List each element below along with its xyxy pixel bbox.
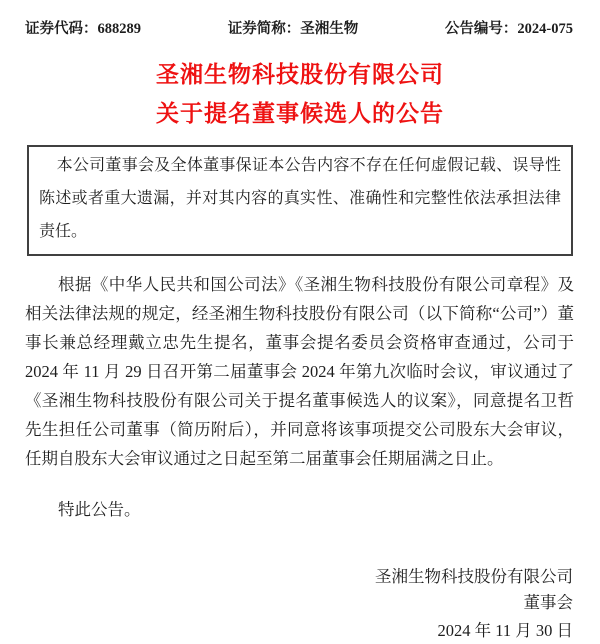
title-subject: 关于提名董事候选人的公告 <box>156 101 444 126</box>
board-statement-text: 本公司董事会及全体董事保证本公告内容不存在任何虚假记载、误导性陈述或者重大遗漏，并对其内容的真实性、准确性和完整性依法承担法律责任。 <box>39 157 561 240</box>
title-company-name: 圣湘生物科技股份有限公司 <box>156 62 444 87</box>
body-paragraph: 根据《中华人民共和国公司法》《圣湘生物科技股份有限公司章程》及相关法律法规的规定，经圣湘生物科技股份有限公司（以下简称“公司”）董事长兼总经理戴立忠先生提名，董事会提名委员会资格审查通过，公司于 2024 年 11 月 29 日召开第二届董事会 2024 年第九次临时会议，审议通过了《圣湘生物科技股份有限公司关于提名董事候选人的议案》，同意提名卫哲先生担任公司董事（简历附后），并同意将该事项提交公司股东大会审议，任期自股东大会审议通过之日起至第二届董事会任期届满之日止。 <box>25 275 574 468</box>
document-header <box>0 0 600 38</box>
closing-line: 特此公告。 <box>58 500 141 519</box>
signature-company: 圣湘生物科技股份有限公司 <box>375 567 573 586</box>
board-statement-box <box>27 145 573 256</box>
announcement-number: 公告编号：2024-075 <box>444 21 573 37</box>
stock-code: 证券代码：688289 <box>25 21 141 37</box>
signature-board: 董事会 <box>523 593 573 612</box>
document-title <box>0 55 600 133</box>
signature-date: 2024 年 11 月 30 日 <box>437 621 573 640</box>
signature-block <box>0 564 600 644</box>
stock-short-name: 证券简称：圣湘生物 <box>227 21 359 37</box>
